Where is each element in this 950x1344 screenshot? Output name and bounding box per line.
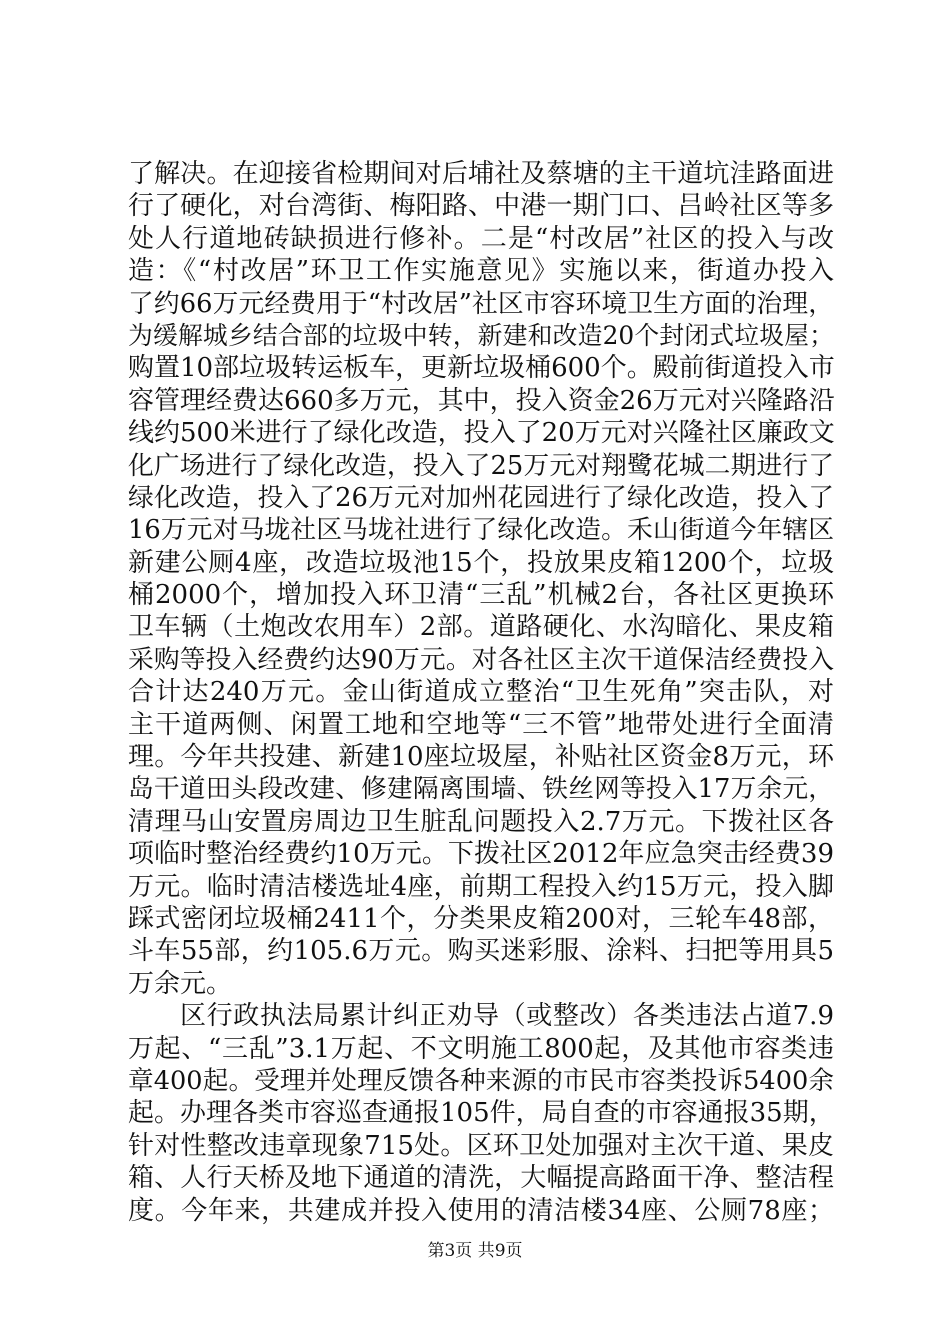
text-line: 化广场进行了绿化改造，投入了25万元对翔鹭花城二期进行了 bbox=[128, 450, 834, 481]
text-line: 容管理经费达660多万元，其中，投入资金26万元对兴隆路沿 bbox=[128, 385, 835, 416]
text-line: 卫车辆（土炮改农用车）2部。道路硬化、水沟暗化、果皮箱 bbox=[128, 612, 834, 643]
text-line: 起。办理各类市容巡查通报105件，局自查的市容通报35期， bbox=[128, 1098, 835, 1129]
text-line: 为缓解城乡结合部的垃圾中转，新建和改造20个封闭式垃圾屋； bbox=[128, 320, 834, 350]
text-line: 桶2000个，增加投入环卫清“三乱”机械2台，各社区更换环 bbox=[128, 580, 834, 611]
text-line: 章400起。受理并处理反馈各种来源的市民市容类投诉5400余 bbox=[128, 1065, 834, 1096]
text-line: 万元。临时清洁楼选址4座，前期工程投入约15万元，投入脚 bbox=[128, 871, 834, 902]
text-line: 项临时整治经费约10万元。下拨社区2012年应急突击经费39 bbox=[128, 839, 834, 870]
text-line: 行了硬化，对台湾街、梅阳路、中港一期门口、吕岭社区等多 bbox=[128, 191, 834, 222]
text-line: 造：《“村改居”环卫工作实施意见》实施以来，街道办投入 bbox=[128, 256, 834, 287]
text-line: 了约66万元经费用于“村改居”社区市容环境卫生方面的治理， bbox=[128, 288, 834, 319]
text-line: 区行政执法局累计纠正劝导（或整改）各类违法占道7.9 bbox=[180, 1001, 834, 1032]
text-line: 清理马山安置房周边卫生脏乱问题投入2.7万元。下拨社区各 bbox=[128, 806, 834, 837]
text-line: 踩式密闭垃圾桶2411个，分类果皮箱200对，三轮车48部， bbox=[128, 903, 834, 934]
text-line: 合计达240万元。金山街道成立整治“卫生死角”突击队，对 bbox=[128, 677, 834, 708]
text-line: 了解决。在迎接省检期间对后埔社及蔡塘的主干道坑洼路面进 bbox=[128, 159, 834, 189]
text-line: 主干道两侧、闲置工地和空地等“三不管”地带处进行全面清 bbox=[128, 709, 834, 740]
text-line: 新建公厕4座，改造垃圾池15个，投放果皮箱1200个，垃圾 bbox=[128, 547, 834, 578]
paragraph-2 bbox=[128, 1000, 834, 1227]
paragraph-1 bbox=[128, 158, 834, 1000]
text-line: 万余元。 bbox=[128, 968, 233, 999]
text-line: 岛干道田头段改建、修建隔离围墙、铁丝网等投入17万余元， bbox=[128, 774, 834, 805]
text-line: 度。今年来，共建成并投入使用的清洁楼34座、公厕78座； bbox=[128, 1195, 834, 1226]
page-footer bbox=[0, 1240, 950, 1262]
text-line: 万起、“三乱”3.1万起、不文明施工800起，及其他市容类违 bbox=[128, 1033, 834, 1064]
text-line: 购置10部垃圾转运板车，更新垃圾桶600个。殿前街道投入市 bbox=[128, 353, 835, 384]
text-line: 箱、人行天桥及地下通道的清洗，大幅提高路面干净、整洁程 bbox=[128, 1163, 834, 1194]
text-line: 理。今年共投建、新建10座垃圾屋，补贴社区资金8万元，环 bbox=[128, 742, 834, 773]
text-line: 16万元对马垅社区马垅社进行了绿化改造。禾山街道今年辖区 bbox=[128, 515, 834, 546]
text-line: 绿化改造，投入了26万元对加州花园进行了绿化改造，投入了 bbox=[128, 482, 834, 513]
page-number: 第3页 共9页 bbox=[427, 1241, 523, 1261]
text-line: 线约500米进行了绿化改造，投入了20万元对兴隆社区廉政文 bbox=[128, 418, 835, 449]
text-line: 处人行道地砖缺损进行修补。二是“村改居”社区的投入与改 bbox=[128, 223, 834, 254]
text-line: 采购等投入经费约达90万元。对各社区主次干道保洁经费投入 bbox=[128, 644, 834, 675]
text-line: 针对性整改违章现象715处。区环卫处加强对主次干道、果皮 bbox=[128, 1130, 834, 1161]
text-line: 斗车55部，约105.6万元。购买迷彩服、涂料、扫把等用具5 bbox=[128, 936, 834, 967]
document-body bbox=[128, 158, 834, 1227]
